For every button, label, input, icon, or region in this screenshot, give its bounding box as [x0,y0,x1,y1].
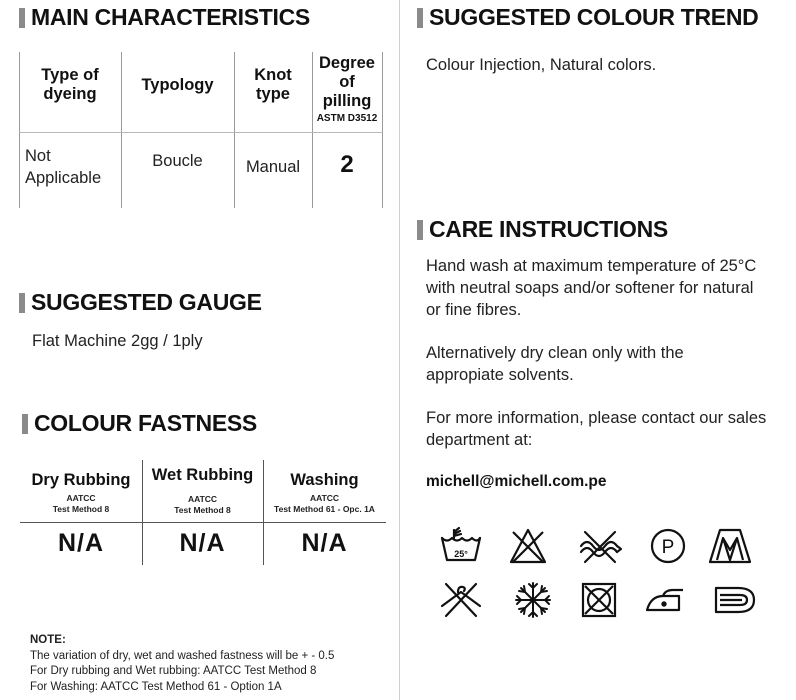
colour-trend-title: SUGGESTED COLOUR TREND [429,4,759,30]
dry-clean-letter: P [661,537,675,558]
care-instructions-heading [417,216,668,243]
do-not-machine-dry-icon [576,580,622,620]
colour-fastness-table [20,460,386,565]
heading-bar [22,414,28,434]
colour-fastness-title: COLOUR FASTNESS [34,410,257,436]
sales-email-link[interactable]: michell@michell.com.pe [426,473,607,490]
washing-value: N/A [301,529,348,557]
main-characteristics-title: MAIN CHARACTERISTICS [31,4,310,30]
heading-bar [417,220,423,240]
wet-rubbing-value: N/A [179,529,226,557]
suggested-gauge-text: Flat Machine 2gg / 1ply [32,332,203,350]
fastness-note [30,633,334,695]
heading-bar [19,8,25,28]
washing-standard: AATCC [309,493,340,503]
do-not-wring-icon [577,526,623,566]
colour-trend-heading [417,4,758,31]
header-degree-of-pilling: Degree of pilling [319,53,375,110]
washing-header: Washing [290,471,359,489]
colour-trend-text: Colour Injection, Natural colors. [426,56,657,74]
header-knot-type: Knot type [254,66,292,103]
dry-clean-p-icon [645,526,691,566]
wet-rubbing-method: Test Method 8 [174,505,231,515]
value-knot-type: Manual [245,158,301,176]
hand-wash-icon [438,526,484,566]
main-characteristics-heading [19,4,310,31]
header-typology: Typology [141,75,214,94]
center-divider [399,0,400,700]
do-not-hang-dry-icon [438,580,484,620]
value-typology: Boucle [152,152,203,170]
care-paragraph-wash: Hand wash at maximum temperature of 25°C with neutral soaps and/or softener for natural or fine fibres. [426,257,757,319]
note-line: For Washing: AATCC Test Method 61 - Option 1A [30,680,282,693]
note-line: For Dry rubbing and Wet rubbing: AATCC Test Method 8 [30,665,317,677]
value-degree-of-pilling: 2 [340,151,354,178]
header-type-of-dyeing: Type of dyeing [41,66,99,103]
care-instructions-title: CARE INSTRUCTIONS [429,216,668,242]
care-paragraph-dryclean: Alternatively dry clean only with the appropiate solvents. [426,344,684,384]
dry-rubbing-value: N/A [57,529,105,557]
wet-rubbing-standard: AATCC [187,494,218,504]
suggested-gauge-title: SUGGESTED GAUGE [31,289,262,315]
main-characteristics-table [19,52,383,208]
dry-flat-icon [712,580,758,620]
heading-bar [417,8,423,28]
wash-temperature-label: 25° [454,549,468,559]
wool-mark-icon [707,526,753,566]
value-type-of-dyeing: Not Applicable [25,147,102,187]
washing-method: Test Method 61 - Opc. 1A [274,504,375,514]
heading-bar [19,293,25,313]
note-title: NOTE: [30,634,66,646]
dry-rubbing-standard: AATCC [66,493,96,503]
header-degree-of-pilling-standard: ASTM D3512 [316,112,378,124]
iron-low-icon [643,580,689,620]
colour-fastness-heading [22,410,257,437]
care-paragraph-contact: For more information, please contact our sales department at: [426,409,767,449]
do-not-tumble-dry-icon [510,580,556,620]
dry-rubbing-header: Dry Rubbing [31,471,131,489]
wet-rubbing-header: Wet Rubbing [151,466,254,484]
dry-rubbing-method: Test Method 8 [52,504,110,514]
do-not-bleach-icon [505,526,551,566]
note-line: The variation of dry, wet and washed fastness will be + - 0.5 [30,649,335,662]
suggested-gauge-heading [19,289,262,316]
